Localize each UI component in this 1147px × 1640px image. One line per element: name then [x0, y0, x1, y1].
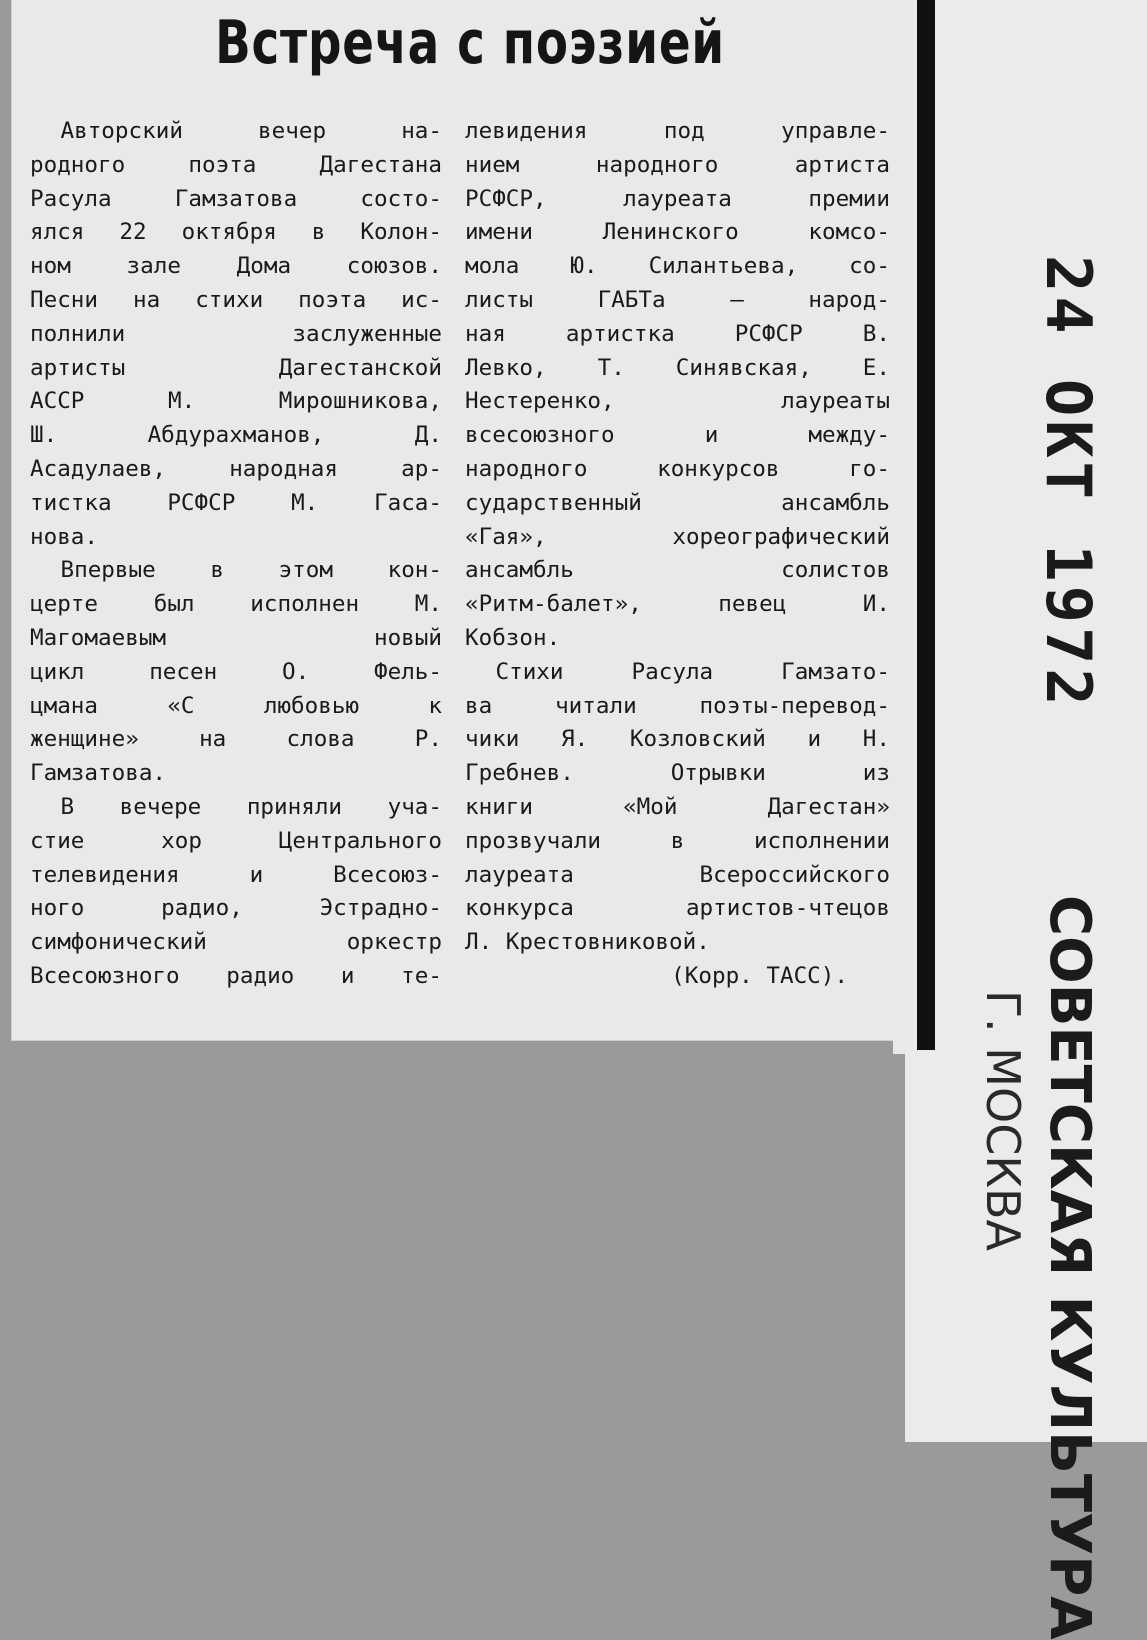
article-line: Асадулаев, народная ар- [30, 455, 442, 482]
article-line: книги «Мой Дагестан» [465, 793, 890, 820]
article-line: Кобзон. [465, 624, 561, 651]
article-line: нием народного артиста [465, 151, 890, 178]
article-line: цмана «С любовью к [30, 692, 442, 719]
article-credit: (Корр. ТАСС). [671, 962, 848, 989]
article-line: левидения под управле- [465, 118, 890, 144]
article-line: артисты Дагестанской [30, 354, 442, 381]
article-line: народного конкурсов го- [465, 455, 890, 482]
article-line: листы ГАБТа — народ- [465, 286, 890, 313]
article-line: Л. Крестовниковой. [465, 929, 710, 956]
article-line: РСФСР, лауреата премии [465, 185, 890, 212]
article-line: имени Ленинского комсо- [465, 219, 890, 246]
newspaper-title-stamp: СОВЕТСКАЯ КУЛЬТУРА [1037, 895, 1102, 1640]
article-line: родного поэта Дагестана [30, 151, 442, 178]
article-line: Всесоюзного радио и те- [30, 962, 442, 989]
article-line: сударственный ансамбль [465, 489, 890, 516]
article-line: прозвучали в исполнении [465, 827, 890, 854]
article-line: Левко, Т. Синявская, Е. [465, 354, 890, 381]
article-line: Ш. Абдурахманов, Д. [30, 422, 442, 449]
article-left-column [30, 115, 442, 994]
article-line: ва читали поэты-перевод- [465, 692, 890, 719]
article-line: телевидения и Всесоюз- [30, 861, 442, 888]
article-line: Песни на стихи поэта ис- [30, 286, 442, 313]
article-line: женщине» на слова Р. [30, 726, 442, 753]
article-line: Гребнев. Отрывки из [465, 760, 890, 787]
article-line: Нестеренко, лауреаты [465, 388, 890, 415]
article-headline: Встреча с поэзией [215, 8, 725, 78]
article-line: АССР М. Мирошникова, [30, 388, 442, 415]
article-right-column [465, 115, 890, 994]
article-line: стие хор Центрального [30, 827, 442, 854]
article-line: ялся 22 октября в Колон- [30, 219, 442, 246]
card-rule [917, 0, 935, 1050]
article-line: всесоюзного и между- [465, 422, 890, 449]
article-line: ного радио, Эстрадно- [30, 895, 442, 922]
article-line: Гамзатова. [30, 760, 167, 787]
article-line: Авторский вечер на- [60, 118, 442, 144]
date-stamp: 24 ОКТ 1972 [1032, 255, 1105, 710]
article-line: Стихи Расула Гамзато- [495, 658, 890, 685]
article-line: мола Ю. Силантьева, со- [465, 253, 890, 280]
article-line: «Ритм-балет», певец И. [465, 591, 890, 618]
article-line: лауреата Всероссийского [465, 861, 890, 888]
article-line: нова. [30, 523, 99, 550]
article-line: церте был исполнен М. [30, 591, 442, 618]
article-line: цикл песен О. Фель- [30, 658, 442, 685]
article-line: тистка РСФСР М. Гаса- [30, 489, 442, 516]
article-line: «Гая», хореографический [465, 523, 890, 550]
article-line: полнили заслуженные [30, 320, 442, 347]
article-line: ансамбль солистов [465, 557, 890, 584]
article-line: ном зале Дома союзов. [30, 253, 442, 280]
article-line: Расула Гамзатова состо- [30, 185, 442, 212]
article-line: В вечере приняли уча- [60, 793, 442, 820]
article-line: симфонический оркестр [30, 929, 442, 956]
article-line: Магомаевым новый [30, 624, 442, 651]
article-line: ная артистка РСФСР В. [465, 320, 890, 347]
article-line: Впервые в этом кон- [60, 557, 442, 584]
article-line: чики Я. Козловский и Н. [465, 726, 890, 753]
city-stamp: Г. МОСКВА [976, 990, 1030, 1251]
article-line: конкурса артистов-чтецов [465, 895, 890, 922]
